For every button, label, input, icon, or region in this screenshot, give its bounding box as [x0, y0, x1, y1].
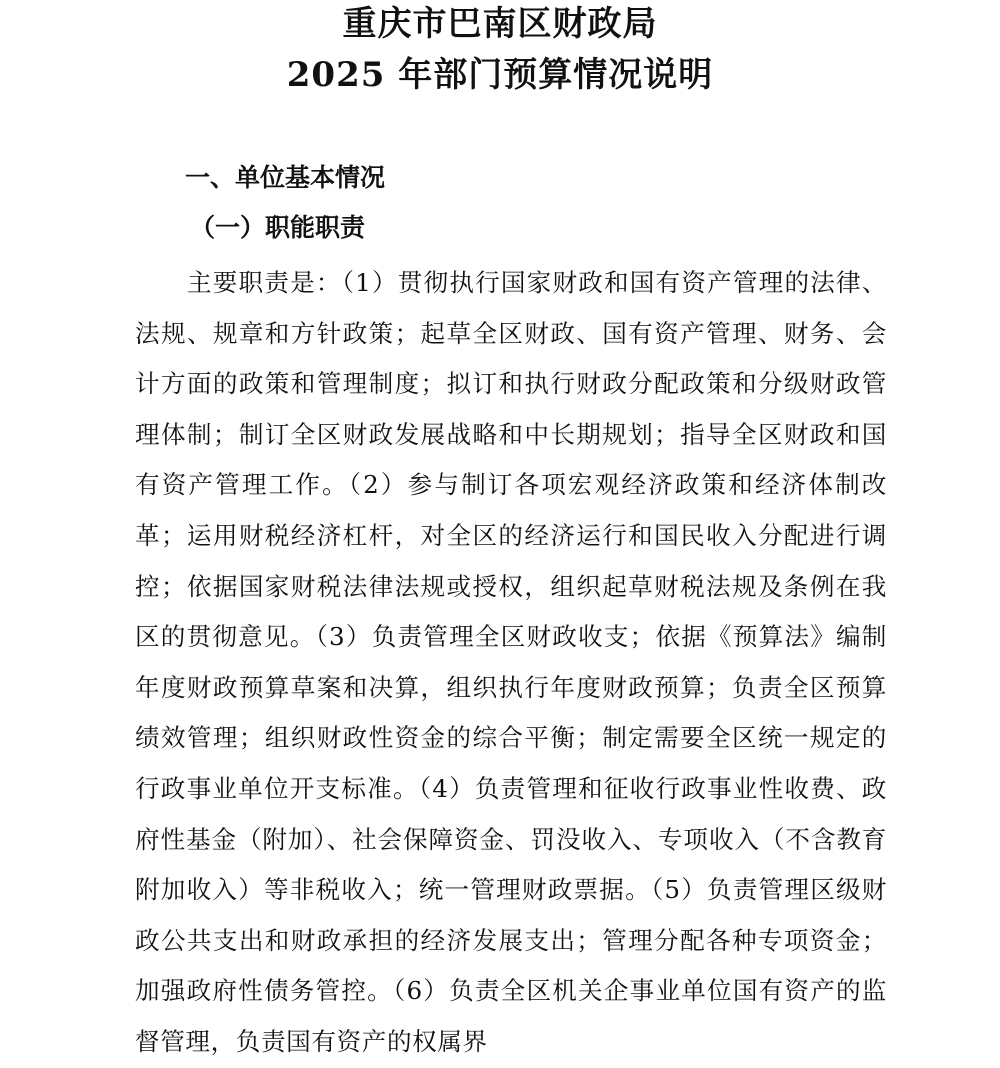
body-paragraph: 主要职责是：（1）贯彻执行国家财政和国有资产管理的法律、法规、规章和方针政策；起草全区财政、国有资产管理、财务、会计方面的政策和管理制度；拟订和执行财政分配政策和分级财政管理体制；制订全区财政发展战略和中长期规划；指导全区财政和国有资产管理工作。（2）参与制订各项宏观经济政策和经济体制改革；运用财税经济杠杆，对全区的经济运行和国民收入分配进行调控；依据国家财税法律法规或授权，组织起草财税法规及条例在我区的贯彻意见。（3）负责管理全区财政收支；依据《预算法》编制年度财政预算草案和决算，组织执行年度财政预算；负责全区预算绩效管理；组织财政性资金的综合平衡；制定需要全区统一规定的行政事业单位开支标准。（4）负责管理和征收行政事业性收费、政府性基金（附加）、社会保障资金、罚没收入、专项收入（不含教育附加收入）等非税收入；统一管理财政票据。（5）负责管理区级财政公共支出和财政承担的经济发展支出；管理分配各种专项资金；加强政府性债务管控。（6）负责全区机关企事业单位国有资产的监督管理，负责国有资产的权属界	[135, 268, 887, 1056]
document-title-line1: 重庆市巴南区财政局	[342, 4, 658, 44]
section-heading: 一、单位基本情况	[185, 163, 386, 192]
subsection-heading: （一）职能职责	[190, 213, 366, 242]
document-title-line2: 2025 年部门预算情况说明	[286, 55, 714, 95]
